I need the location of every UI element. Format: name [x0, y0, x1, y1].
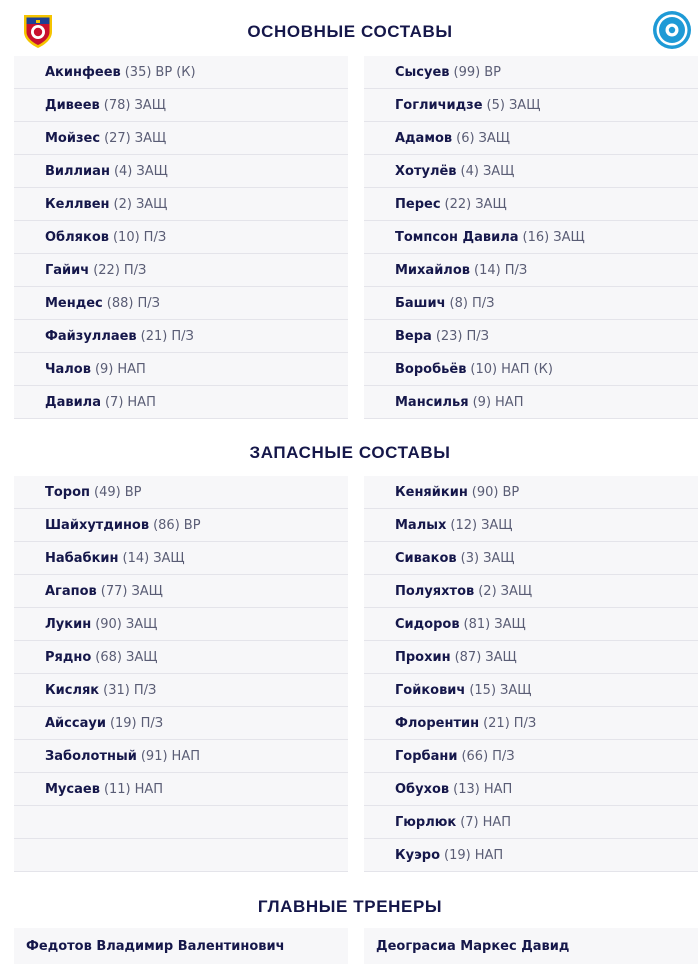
player-name: Тороп	[45, 484, 91, 500]
player-name: Шайхутдинов	[45, 517, 150, 533]
player-position: ВР	[124, 484, 142, 500]
player-name: Акинфеев	[45, 64, 121, 80]
player-row	[14, 254, 348, 287]
player-name: Мендес	[45, 295, 103, 311]
player-row	[364, 386, 698, 419]
player-position: ЗАЩ	[125, 616, 158, 632]
player-number: (15)	[469, 682, 497, 698]
player-name: Заболотный	[45, 748, 137, 764]
player-row	[14, 707, 348, 740]
player-name: Лукин	[45, 616, 92, 632]
player-position: НАП	[171, 748, 200, 764]
player-number: (19)	[109, 715, 137, 731]
player-row	[14, 188, 348, 221]
player-number: (99)	[453, 64, 481, 80]
player-row	[364, 542, 698, 575]
player-position: ЗАЩ	[500, 682, 532, 698]
player-position: ЗАЩ	[153, 550, 185, 566]
player-number: (14)	[474, 262, 501, 278]
player-name: Рядно	[45, 649, 92, 665]
player-row	[364, 188, 698, 221]
player-number: (4)	[460, 163, 479, 179]
substitutes-title: ЗАПАСНЫЕ СОСТАВЫ	[249, 443, 451, 462]
player-number: (11)	[103, 781, 131, 797]
player-row	[364, 56, 698, 89]
player-position: НАП	[117, 361, 146, 377]
player-position: НАП	[134, 781, 164, 797]
player-position: ЗАЩ	[125, 649, 158, 665]
player-position: ЗАЩ	[134, 130, 167, 146]
player-row	[364, 674, 698, 707]
empty-row	[14, 839, 348, 872]
player-row	[364, 221, 698, 254]
home-subs-list	[14, 476, 348, 872]
player-number: (3)	[460, 550, 480, 566]
player-number: (22)	[444, 196, 472, 212]
player-row	[364, 155, 698, 188]
player-number: (27)	[104, 130, 131, 146]
player-name: Малых	[395, 517, 447, 533]
player-number: (7)	[460, 814, 479, 830]
player-name: Файзуллаев	[45, 328, 137, 344]
coach-name: Федотов Владимир Валентинович	[26, 938, 285, 954]
player-number: (91)	[140, 748, 168, 764]
player-number: (10)	[112, 229, 140, 245]
player-name: Адамов	[395, 130, 453, 146]
player-position: П/З	[171, 328, 194, 344]
player-row	[14, 287, 348, 320]
player-row	[14, 509, 348, 542]
player-row	[14, 353, 348, 386]
player-position: ЗАЩ	[500, 583, 533, 599]
player-name: Мансилья	[395, 394, 469, 410]
player-number: (35)	[124, 64, 152, 80]
player-row	[364, 773, 698, 806]
player-name: Полуяхтов	[395, 583, 475, 599]
player-number: (12)	[450, 517, 478, 533]
player-position: ЗАЩ	[508, 97, 541, 113]
player-name: Айссауи	[45, 715, 106, 731]
player-position: ЗАЩ	[478, 130, 510, 146]
player-number: (23)	[435, 328, 463, 344]
player-row	[14, 221, 348, 254]
player-row	[364, 839, 698, 872]
player-row	[14, 674, 348, 707]
away-coach	[364, 928, 698, 964]
player-number: (81)	[463, 616, 491, 632]
player-row	[14, 542, 348, 575]
player-name: Гюрлюк	[395, 814, 457, 830]
player-name: Кисляк	[45, 682, 100, 698]
head-coaches-title: ГЛАВНЫЕ ТРЕНЕРЫ	[257, 897, 443, 916]
player-name: Келлвен	[45, 196, 110, 212]
player-position: НАП	[482, 814, 512, 830]
player-number: (87)	[454, 649, 482, 665]
player-number: (5)	[486, 97, 505, 113]
player-number: (2)	[478, 583, 497, 599]
player-position: ЗАЩ	[482, 163, 515, 179]
player-name: Чалов	[45, 361, 91, 377]
player-name: Мойзес	[45, 130, 101, 146]
player-name: Набабкин	[45, 550, 119, 566]
player-row	[14, 575, 348, 608]
player-position: П/З	[137, 295, 160, 311]
player-row	[14, 89, 348, 122]
player-position: П/З	[143, 229, 167, 245]
player-row	[364, 608, 698, 641]
player-position: ЗАЩ	[483, 550, 515, 566]
player-name: Обухов	[395, 781, 450, 797]
player-row	[364, 353, 698, 386]
player-row	[14, 320, 348, 353]
player-position: НАП	[501, 361, 530, 377]
player-number: (7)	[104, 394, 124, 410]
player-name: Кеняйкин	[395, 484, 468, 500]
player-row	[364, 641, 698, 674]
player-number: (9)	[472, 394, 492, 410]
captain-mark: (К)	[533, 361, 553, 377]
player-row	[364, 287, 698, 320]
home-coach	[14, 928, 348, 964]
player-name: Сысуев	[395, 64, 450, 80]
player-number: (21)	[140, 328, 168, 344]
player-number: (13)	[453, 781, 480, 797]
player-name: Башич	[395, 295, 446, 311]
player-row	[364, 509, 698, 542]
player-number: (10)	[470, 361, 498, 377]
player-number: (66)	[461, 748, 489, 764]
player-position: ЗАЩ	[475, 196, 507, 212]
player-number: (16)	[522, 229, 550, 245]
player-number: (88)	[106, 295, 134, 311]
player-position: ЗАЩ	[553, 229, 585, 245]
player-number: (31)	[103, 682, 130, 698]
player-name: Мусаев	[45, 781, 100, 797]
player-position: ВР	[155, 64, 173, 80]
player-row	[14, 155, 348, 188]
player-name: Михайлов	[395, 262, 470, 278]
player-position: П/З	[140, 715, 164, 731]
player-position: П/З	[513, 715, 537, 731]
player-number: (2)	[113, 196, 132, 212]
player-position: ЗАЩ	[134, 97, 166, 113]
player-number: (6)	[456, 130, 475, 146]
player-position: НАП	[495, 394, 524, 410]
player-position: ЗАЩ	[494, 616, 526, 632]
player-number: (8)	[449, 295, 468, 311]
player-name: Гогличидзе	[395, 97, 483, 113]
player-row	[364, 707, 698, 740]
player-name: Давила	[45, 394, 101, 410]
player-name: Перес	[395, 196, 441, 212]
player-number: (90)	[471, 484, 499, 500]
player-row	[14, 773, 348, 806]
player-position: П/З	[466, 328, 489, 344]
player-position: ЗАЩ	[485, 649, 517, 665]
player-row	[364, 806, 698, 839]
player-position: НАП	[483, 781, 513, 797]
player-number: (77)	[100, 583, 128, 599]
away-subs-list	[364, 476, 698, 872]
player-row	[14, 56, 348, 89]
player-name: Виллиан	[45, 163, 110, 179]
player-name: Гайич	[45, 262, 90, 278]
player-name: Куэро	[395, 847, 441, 863]
player-number: (9)	[94, 361, 114, 377]
player-position: НАП	[474, 847, 504, 863]
empty-row	[14, 806, 348, 839]
player-number: (78)	[103, 97, 131, 113]
starting-lineups-title: ОСНОВНЫЕ СОСТАВЫ	[247, 22, 453, 41]
player-name: Хотулёв	[395, 163, 457, 179]
player-name: Горбани	[395, 748, 458, 764]
player-name: Воробьёв	[395, 361, 467, 377]
player-row	[14, 476, 348, 509]
player-row	[14, 641, 348, 674]
player-position: П/З	[492, 748, 515, 764]
player-row	[364, 740, 698, 773]
player-number: (14)	[122, 550, 150, 566]
player-position: ВР	[183, 517, 201, 533]
player-number: (21)	[483, 715, 510, 731]
player-number: (90)	[95, 616, 122, 632]
coach-name: Деограсиа Маркес Давид	[376, 938, 570, 954]
player-name: Агапов	[45, 583, 97, 599]
player-position: П/З	[133, 682, 157, 698]
player-number: (22)	[93, 262, 120, 278]
player-position: ЗАЩ	[481, 517, 513, 533]
player-name: Вера	[395, 328, 432, 344]
home-starting-list	[14, 56, 348, 419]
player-position: ЗАЩ	[131, 583, 163, 599]
player-position: ВР	[502, 484, 520, 500]
player-position: П/З	[123, 262, 147, 278]
player-name: Гойкович	[395, 682, 466, 698]
player-row	[364, 575, 698, 608]
player-number: (19)	[444, 847, 471, 863]
player-position: П/З	[504, 262, 528, 278]
player-name: Сиваков	[395, 550, 457, 566]
player-name: Томпсон Давила	[395, 229, 519, 245]
player-number: (4)	[113, 163, 133, 179]
player-row	[14, 608, 348, 641]
captain-mark: (К)	[176, 64, 196, 80]
player-position: ЗАЩ	[135, 196, 168, 212]
player-position: ЗАЩ	[136, 163, 168, 179]
player-row	[14, 122, 348, 155]
player-name: Дивеев	[45, 97, 100, 113]
player-name: Флорентин	[395, 715, 480, 731]
player-position: НАП	[127, 394, 156, 410]
player-row	[364, 254, 698, 287]
player-row	[364, 89, 698, 122]
player-name: Сидоров	[395, 616, 460, 632]
away-starting-list	[364, 56, 698, 419]
player-name: Обляков	[45, 229, 109, 245]
player-name: Прохин	[395, 649, 451, 665]
player-row	[14, 740, 348, 773]
player-number: (86)	[153, 517, 180, 533]
player-row	[364, 320, 698, 353]
player-number: (68)	[95, 649, 122, 665]
player-row	[14, 386, 348, 419]
player-row	[364, 476, 698, 509]
player-position: П/З	[471, 295, 495, 311]
player-number: (49)	[94, 484, 121, 500]
player-row	[364, 122, 698, 155]
player-position: ВР	[484, 64, 501, 80]
